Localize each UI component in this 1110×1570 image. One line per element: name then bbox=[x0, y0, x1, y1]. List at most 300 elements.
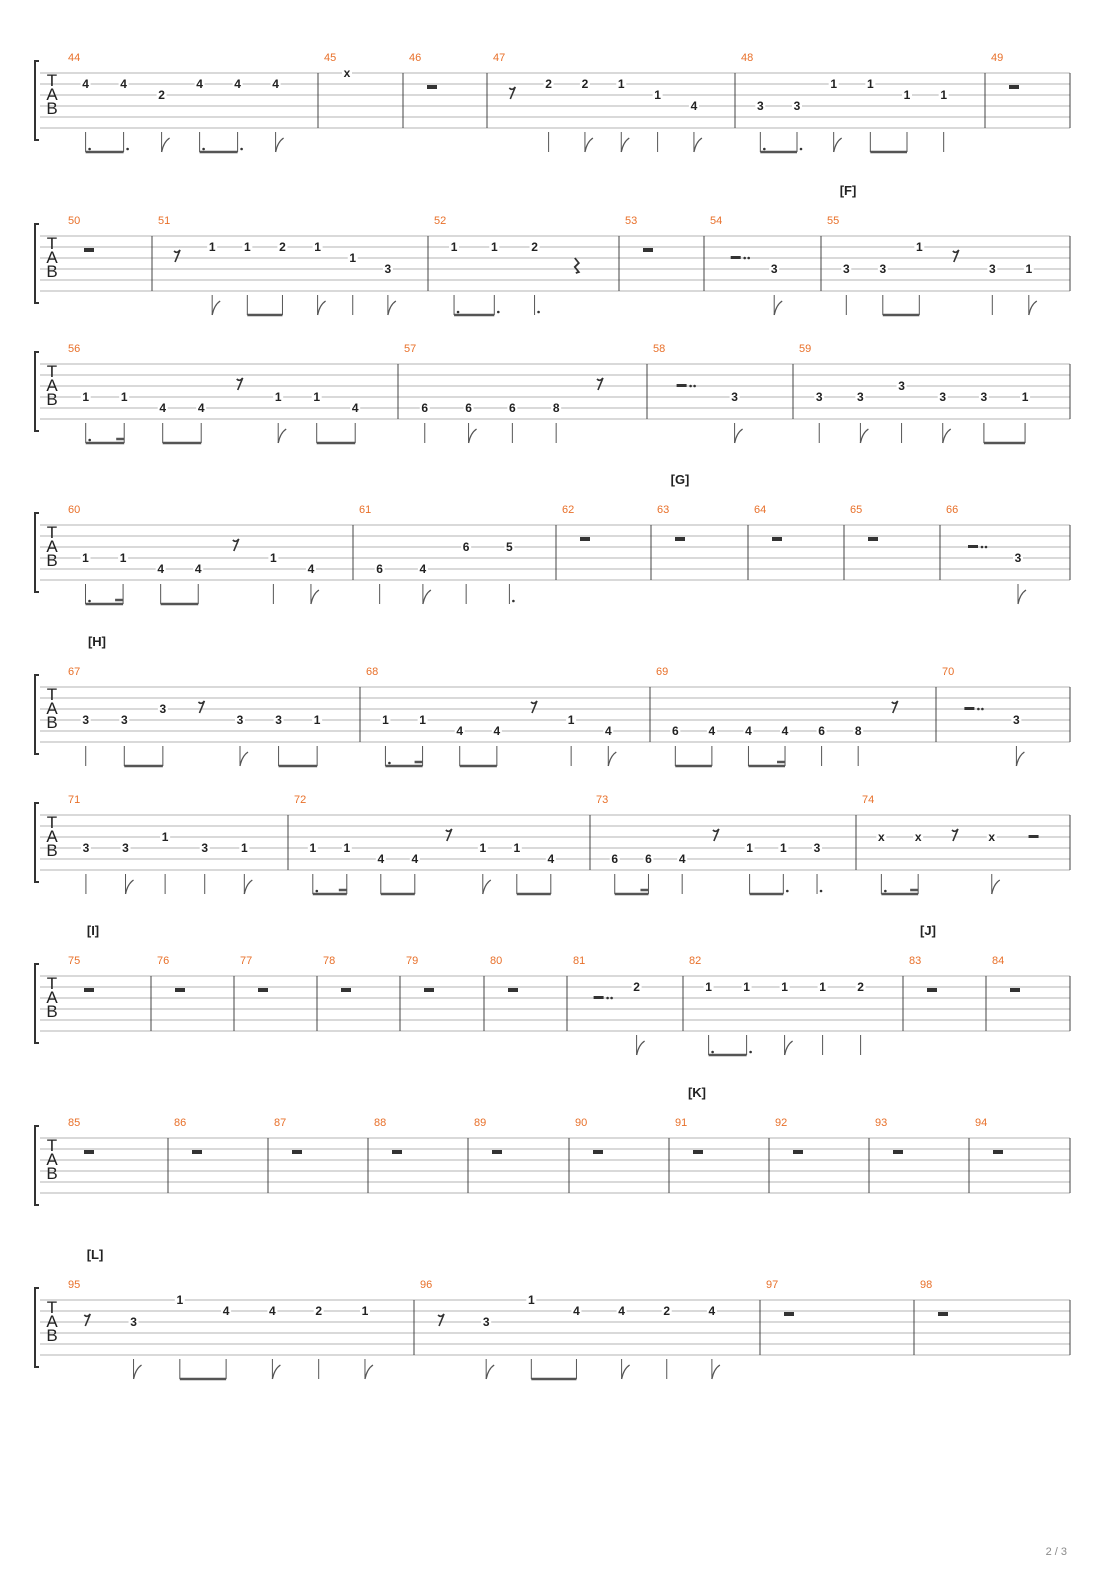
measure-number: 83 bbox=[909, 955, 922, 967]
note-dot bbox=[786, 890, 789, 893]
tab-system bbox=[35, 504, 1070, 604]
fret-number: 5 bbox=[506, 540, 513, 554]
fret-number: 4 bbox=[377, 852, 385, 866]
note-flag bbox=[134, 1365, 142, 1379]
whole-rest bbox=[784, 1312, 794, 1316]
measure-number: 67 bbox=[68, 666, 81, 678]
fret-number: 3 bbox=[770, 262, 778, 276]
measure bbox=[992, 955, 1020, 992]
note-flag bbox=[1018, 590, 1026, 604]
section-marker: [F] bbox=[839, 183, 857, 198]
tab-clef-letter: T bbox=[46, 71, 58, 90]
fret-number: 1 bbox=[779, 841, 787, 855]
fret-number: 6 bbox=[462, 540, 470, 554]
tab-clef-letter: A bbox=[46, 248, 58, 267]
fret-number: 3 bbox=[275, 713, 282, 727]
measure-number: 62 bbox=[562, 504, 575, 516]
rest-dot bbox=[981, 708, 984, 711]
measure bbox=[850, 504, 878, 541]
tab-system bbox=[35, 955, 1070, 1055]
note-dot bbox=[763, 148, 766, 151]
system-bracket bbox=[35, 224, 39, 303]
tab-clef-letter: B bbox=[46, 841, 58, 860]
fret-number: 6 bbox=[421, 401, 429, 415]
fret-number: 4 bbox=[618, 1304, 625, 1318]
whole-rest bbox=[258, 988, 268, 992]
measure-number: 91 bbox=[675, 1117, 688, 1129]
note-flag bbox=[388, 301, 396, 315]
note-dot bbox=[497, 311, 500, 314]
whole-rest bbox=[175, 988, 185, 992]
note-dot bbox=[457, 311, 460, 314]
measure bbox=[68, 1117, 94, 1154]
note-dot bbox=[88, 439, 91, 442]
eighth-rest bbox=[438, 1314, 444, 1326]
fret-number: 1 bbox=[120, 390, 128, 404]
fret-number: 3 bbox=[980, 390, 988, 404]
note-flag bbox=[1029, 301, 1037, 315]
measure-number: 60 bbox=[68, 504, 81, 516]
whole-rest bbox=[938, 1312, 948, 1316]
measure bbox=[406, 955, 434, 992]
fret-number: 4 bbox=[157, 562, 165, 576]
half-rest bbox=[964, 707, 974, 710]
measure-number: 88 bbox=[374, 1117, 387, 1129]
fret-number: 3 bbox=[236, 713, 244, 727]
measure bbox=[942, 666, 1024, 766]
fret-number: 6 bbox=[671, 724, 679, 738]
note-dot bbox=[884, 890, 887, 893]
note-flag bbox=[423, 590, 431, 604]
measure bbox=[68, 794, 252, 894]
fret-number: 4 bbox=[120, 77, 127, 91]
note-dot bbox=[240, 148, 243, 151]
measure-number: 46 bbox=[409, 52, 422, 64]
half-rest bbox=[968, 545, 978, 548]
system-bracket bbox=[35, 803, 39, 882]
fret-number: 1 bbox=[513, 841, 521, 855]
fret-number: 3 bbox=[731, 390, 738, 404]
fret-number: 3 bbox=[482, 1315, 490, 1329]
note-dot bbox=[749, 1051, 752, 1054]
fret-number: 6 bbox=[509, 401, 516, 415]
measure bbox=[862, 794, 1039, 894]
measure-number: 79 bbox=[406, 955, 419, 967]
rest-dot bbox=[689, 385, 692, 388]
tab-clef-letter: B bbox=[46, 1002, 58, 1021]
fret-number: 4 bbox=[272, 77, 279, 91]
eighth-rest bbox=[713, 829, 719, 841]
measure bbox=[68, 215, 94, 252]
half-rest bbox=[731, 256, 741, 259]
whole-rest bbox=[793, 1150, 803, 1154]
note-flag bbox=[585, 138, 593, 152]
note-flag bbox=[311, 590, 319, 604]
note-flag bbox=[860, 429, 868, 443]
measure-number: 85 bbox=[68, 1117, 81, 1129]
fret-number: 3 bbox=[201, 841, 209, 855]
note-flag bbox=[240, 752, 248, 766]
fret-number: 3 bbox=[879, 262, 887, 276]
tab-clef-letter: T bbox=[46, 362, 58, 381]
fret-number: 2 bbox=[633, 980, 640, 994]
fret-number: 4 bbox=[604, 724, 612, 738]
measure-number: 87 bbox=[274, 1117, 287, 1129]
measure-number: 77 bbox=[240, 955, 253, 967]
note-flag bbox=[712, 1365, 720, 1379]
measure-number: 51 bbox=[158, 215, 171, 227]
tab-system bbox=[35, 1117, 1070, 1205]
eighth-rest bbox=[198, 701, 204, 713]
measure-number: 45 bbox=[324, 52, 337, 64]
fret-number: 2 bbox=[581, 77, 589, 91]
note-flag bbox=[212, 301, 220, 315]
eighth-rest bbox=[84, 1314, 90, 1326]
whole-rest bbox=[693, 1150, 703, 1154]
note-dot bbox=[512, 600, 515, 603]
measure bbox=[420, 1279, 720, 1379]
eighth-rest bbox=[446, 829, 452, 841]
measure bbox=[68, 504, 319, 604]
measure-number: 71 bbox=[68, 794, 81, 806]
measure bbox=[975, 1117, 1003, 1154]
fret-number: 1 bbox=[270, 551, 277, 565]
measure bbox=[827, 215, 1037, 315]
fret-number: 8 bbox=[552, 401, 560, 415]
note-flag bbox=[318, 301, 326, 315]
fret-number: 1 bbox=[382, 713, 389, 727]
measure-number: 97 bbox=[766, 1279, 779, 1291]
measure bbox=[240, 955, 268, 992]
fret-number: 4 bbox=[351, 401, 359, 415]
fret-number: 1 bbox=[82, 390, 90, 404]
tab-system bbox=[35, 1279, 1070, 1379]
eighth-rest bbox=[892, 701, 898, 713]
measure bbox=[324, 52, 352, 80]
whole-rest bbox=[84, 248, 94, 252]
note-dot bbox=[202, 148, 205, 151]
rest-dot bbox=[743, 257, 746, 260]
measure-number: 66 bbox=[946, 504, 959, 516]
fret-number: 2 bbox=[857, 980, 864, 994]
fret-number: 3 bbox=[939, 390, 947, 404]
fret-number: 2 bbox=[279, 240, 286, 254]
tab-system bbox=[35, 215, 1070, 315]
measure bbox=[656, 666, 898, 766]
tab-clef-letter: A bbox=[46, 537, 58, 556]
measure bbox=[68, 666, 322, 766]
measure bbox=[573, 955, 645, 1055]
fret-number: 2 bbox=[315, 1304, 323, 1318]
fret-number: 6 bbox=[465, 401, 472, 415]
tab-clef-letter: B bbox=[46, 99, 58, 118]
measure bbox=[68, 955, 94, 992]
fret-number: 1 bbox=[830, 77, 838, 91]
measure-number: 96 bbox=[420, 1279, 433, 1291]
fret-number: 1 bbox=[527, 1293, 535, 1307]
note-flag bbox=[278, 429, 286, 443]
fret-number: 3 bbox=[988, 262, 996, 276]
whole-rest bbox=[492, 1150, 502, 1154]
fret-number: 6 bbox=[818, 724, 825, 738]
measure-number: 81 bbox=[573, 955, 586, 967]
page-number: 2 / 3 bbox=[1045, 1546, 1067, 1558]
measure-number: 94 bbox=[975, 1117, 988, 1129]
note-flag bbox=[834, 138, 842, 152]
tab-clef-letter: T bbox=[46, 685, 58, 704]
fret-number: 4 bbox=[493, 724, 501, 738]
fret-number: 1 bbox=[208, 240, 216, 254]
fret-number: 2 bbox=[158, 88, 165, 102]
note-flag bbox=[694, 138, 702, 152]
fret-number: 4 bbox=[573, 1304, 580, 1318]
tab-system bbox=[35, 343, 1070, 443]
section-marker: [G] bbox=[670, 472, 690, 487]
whole-rest bbox=[1010, 988, 1020, 992]
fret-number: 1 bbox=[309, 841, 317, 855]
measure bbox=[946, 504, 1026, 604]
note-flag bbox=[1016, 752, 1024, 766]
note-dot bbox=[820, 890, 823, 893]
fret-number: 1 bbox=[274, 390, 282, 404]
measure bbox=[68, 52, 284, 152]
eighth-rest bbox=[174, 250, 180, 262]
tab-clef-letter: T bbox=[46, 1136, 58, 1155]
measure-number: 63 bbox=[657, 504, 670, 516]
note-flag bbox=[276, 138, 284, 152]
tab-clef-letter: T bbox=[46, 523, 58, 542]
measure-number: 95 bbox=[68, 1279, 81, 1291]
tab-clef-letter: T bbox=[46, 234, 58, 253]
fret-number: 4 bbox=[678, 852, 686, 866]
quarter-rest bbox=[575, 258, 579, 273]
fret-number: 1 bbox=[313, 390, 321, 404]
measure bbox=[596, 794, 822, 894]
tab-clef-letter: B bbox=[46, 713, 58, 732]
measure-number: 93 bbox=[875, 1117, 888, 1129]
note-dot bbox=[800, 148, 803, 151]
fret-number: 2 bbox=[663, 1304, 671, 1318]
system-bracket bbox=[35, 675, 39, 754]
eighth-rest bbox=[952, 829, 958, 841]
measure-number: 74 bbox=[862, 794, 875, 806]
measure-number: 73 bbox=[596, 794, 609, 806]
tab-clef-letter: A bbox=[46, 1150, 58, 1169]
measure bbox=[920, 1279, 948, 1316]
fret-number: 4 bbox=[197, 401, 205, 415]
fret-number: 6 bbox=[611, 852, 619, 866]
tab-clef-letter: B bbox=[46, 551, 58, 570]
measure bbox=[490, 955, 518, 992]
fret-number: 3 bbox=[82, 713, 90, 727]
measure-number: 76 bbox=[157, 955, 170, 967]
note-flag bbox=[486, 1365, 494, 1379]
measure-number: 80 bbox=[490, 955, 503, 967]
whole-rest bbox=[868, 537, 878, 541]
eighth-rest bbox=[237, 378, 243, 390]
measure-number: 57 bbox=[404, 343, 417, 355]
fret-number: 1 bbox=[567, 713, 575, 727]
fret-number: 1 bbox=[314, 240, 321, 254]
measure bbox=[675, 1117, 703, 1154]
measure-number: 58 bbox=[653, 343, 666, 355]
fret-number: 2 bbox=[545, 77, 552, 91]
fret-number: 1 bbox=[743, 980, 750, 994]
system-bracket bbox=[35, 1126, 39, 1205]
fret-number: 1 bbox=[450, 240, 458, 254]
fret-number: 1 bbox=[490, 240, 498, 254]
tab-clef-letter: A bbox=[46, 827, 58, 846]
measure-number: 82 bbox=[689, 955, 702, 967]
note-flag bbox=[637, 1041, 645, 1055]
tab-clef-letter: T bbox=[46, 974, 58, 993]
note-flag bbox=[126, 880, 134, 894]
whole-rest bbox=[772, 537, 782, 541]
measure-number: 90 bbox=[575, 1117, 588, 1129]
measure bbox=[657, 504, 685, 541]
fret-number: 3 bbox=[159, 702, 167, 716]
fret-number: 3 bbox=[857, 390, 864, 404]
tab-clef-letter: T bbox=[46, 1298, 58, 1317]
fret-number: 1 bbox=[419, 713, 426, 727]
whole-rest bbox=[84, 988, 94, 992]
fret-number: 4 bbox=[234, 77, 241, 91]
section-marker: [H] bbox=[87, 634, 107, 649]
fret-number: 4 bbox=[419, 562, 427, 576]
note-flag bbox=[608, 752, 616, 766]
note-flag bbox=[483, 880, 491, 894]
fret-number: 1 bbox=[903, 88, 911, 102]
measure bbox=[562, 504, 590, 541]
whole-rest bbox=[192, 1150, 202, 1154]
whole-rest bbox=[392, 1150, 402, 1154]
rest-dot bbox=[977, 708, 980, 711]
tab-clef-letter: A bbox=[46, 85, 58, 104]
measure-number: 59 bbox=[799, 343, 812, 355]
eighth-rest bbox=[509, 87, 515, 99]
fret-number: 4 bbox=[82, 77, 89, 91]
system-bracket bbox=[35, 1288, 39, 1367]
measure bbox=[366, 666, 616, 766]
fret-number: 3 bbox=[793, 99, 801, 113]
fret-number: 1 bbox=[313, 713, 321, 727]
fret-number: 6 bbox=[645, 852, 652, 866]
fret-number: 1 bbox=[819, 980, 826, 994]
fret-number: 8 bbox=[854, 724, 862, 738]
fret-number: 1 bbox=[82, 551, 89, 565]
fret-number: 4 bbox=[196, 77, 203, 91]
fret-number: 1 bbox=[915, 240, 923, 254]
measure bbox=[775, 1117, 803, 1154]
fret-number: 1 bbox=[940, 88, 948, 102]
whole-rest bbox=[580, 537, 590, 541]
note-flag bbox=[943, 429, 951, 443]
tab-clef-letter: B bbox=[46, 390, 58, 409]
system-bracket bbox=[35, 513, 39, 592]
fret-number: 4 bbox=[745, 724, 752, 738]
measure-number: 69 bbox=[656, 666, 669, 678]
measure-number: 50 bbox=[68, 215, 81, 227]
fret-number: 3 bbox=[1013, 713, 1020, 727]
measure bbox=[799, 343, 1030, 443]
eighth-rest bbox=[233, 539, 239, 551]
whole-rest bbox=[508, 988, 518, 992]
tab-clef-letter: A bbox=[46, 1312, 58, 1331]
fret-number: 4 bbox=[194, 562, 202, 576]
fret-number: 1 bbox=[361, 1304, 369, 1318]
measure-number: 48 bbox=[741, 52, 754, 64]
note-flag bbox=[621, 138, 629, 152]
measure-number: 47 bbox=[493, 52, 506, 64]
fret-number: 6 bbox=[376, 562, 383, 576]
measure-number: 75 bbox=[68, 955, 81, 967]
measure-number: 78 bbox=[323, 955, 336, 967]
half-rest bbox=[1029, 835, 1039, 838]
measure bbox=[653, 343, 743, 443]
measure bbox=[754, 504, 782, 541]
note-flag bbox=[272, 1365, 280, 1379]
note-flag bbox=[774, 301, 782, 315]
fret-number: 1 bbox=[617, 77, 625, 91]
fret-number: 4 bbox=[269, 1304, 276, 1318]
note-dot bbox=[88, 600, 91, 603]
measure-number: 55 bbox=[827, 215, 840, 227]
note-flag bbox=[469, 429, 477, 443]
fret-number: 4 bbox=[690, 99, 698, 113]
measure-number: 49 bbox=[991, 52, 1004, 64]
measure bbox=[575, 1117, 603, 1154]
measure-number: 68 bbox=[366, 666, 379, 678]
measure bbox=[359, 504, 515, 604]
whole-rest bbox=[643, 248, 653, 252]
measure bbox=[68, 343, 360, 443]
note-flag bbox=[244, 880, 252, 894]
fret-number: 4 bbox=[222, 1304, 230, 1318]
rest-dot bbox=[610, 997, 613, 1000]
tab-clef-letter: B bbox=[46, 1326, 58, 1345]
measure bbox=[493, 52, 702, 152]
measure-number: 53 bbox=[625, 215, 638, 227]
whole-rest bbox=[927, 988, 937, 992]
section-marker: [L] bbox=[86, 1247, 104, 1262]
note-dot bbox=[711, 1051, 714, 1054]
fret-number: 3 bbox=[1014, 551, 1022, 565]
measure bbox=[875, 1117, 903, 1154]
fret-number: 1 bbox=[1025, 262, 1033, 276]
measure-number: 44 bbox=[68, 52, 81, 64]
whole-rest bbox=[893, 1150, 903, 1154]
measure bbox=[909, 955, 937, 992]
fret-number: 3 bbox=[842, 262, 850, 276]
tab-clef-letter: A bbox=[46, 376, 58, 395]
note-flag bbox=[365, 1365, 373, 1379]
fret-number: 1 bbox=[705, 980, 712, 994]
fret-number: 4 bbox=[781, 724, 789, 738]
fret-number: x bbox=[343, 66, 351, 80]
note-dot bbox=[316, 890, 319, 893]
fret-number: 4 bbox=[708, 1304, 716, 1318]
tab-system bbox=[35, 794, 1070, 894]
system-bracket bbox=[35, 352, 39, 431]
section-marker: [J] bbox=[920, 923, 936, 938]
tab-clef-letter: A bbox=[46, 988, 58, 1007]
rest-dot bbox=[606, 997, 609, 1000]
measure bbox=[274, 1117, 302, 1154]
measure bbox=[404, 343, 603, 443]
measure-number: 92 bbox=[775, 1117, 788, 1129]
fret-number: 1 bbox=[1021, 390, 1029, 404]
fret-number: 1 bbox=[161, 830, 169, 844]
